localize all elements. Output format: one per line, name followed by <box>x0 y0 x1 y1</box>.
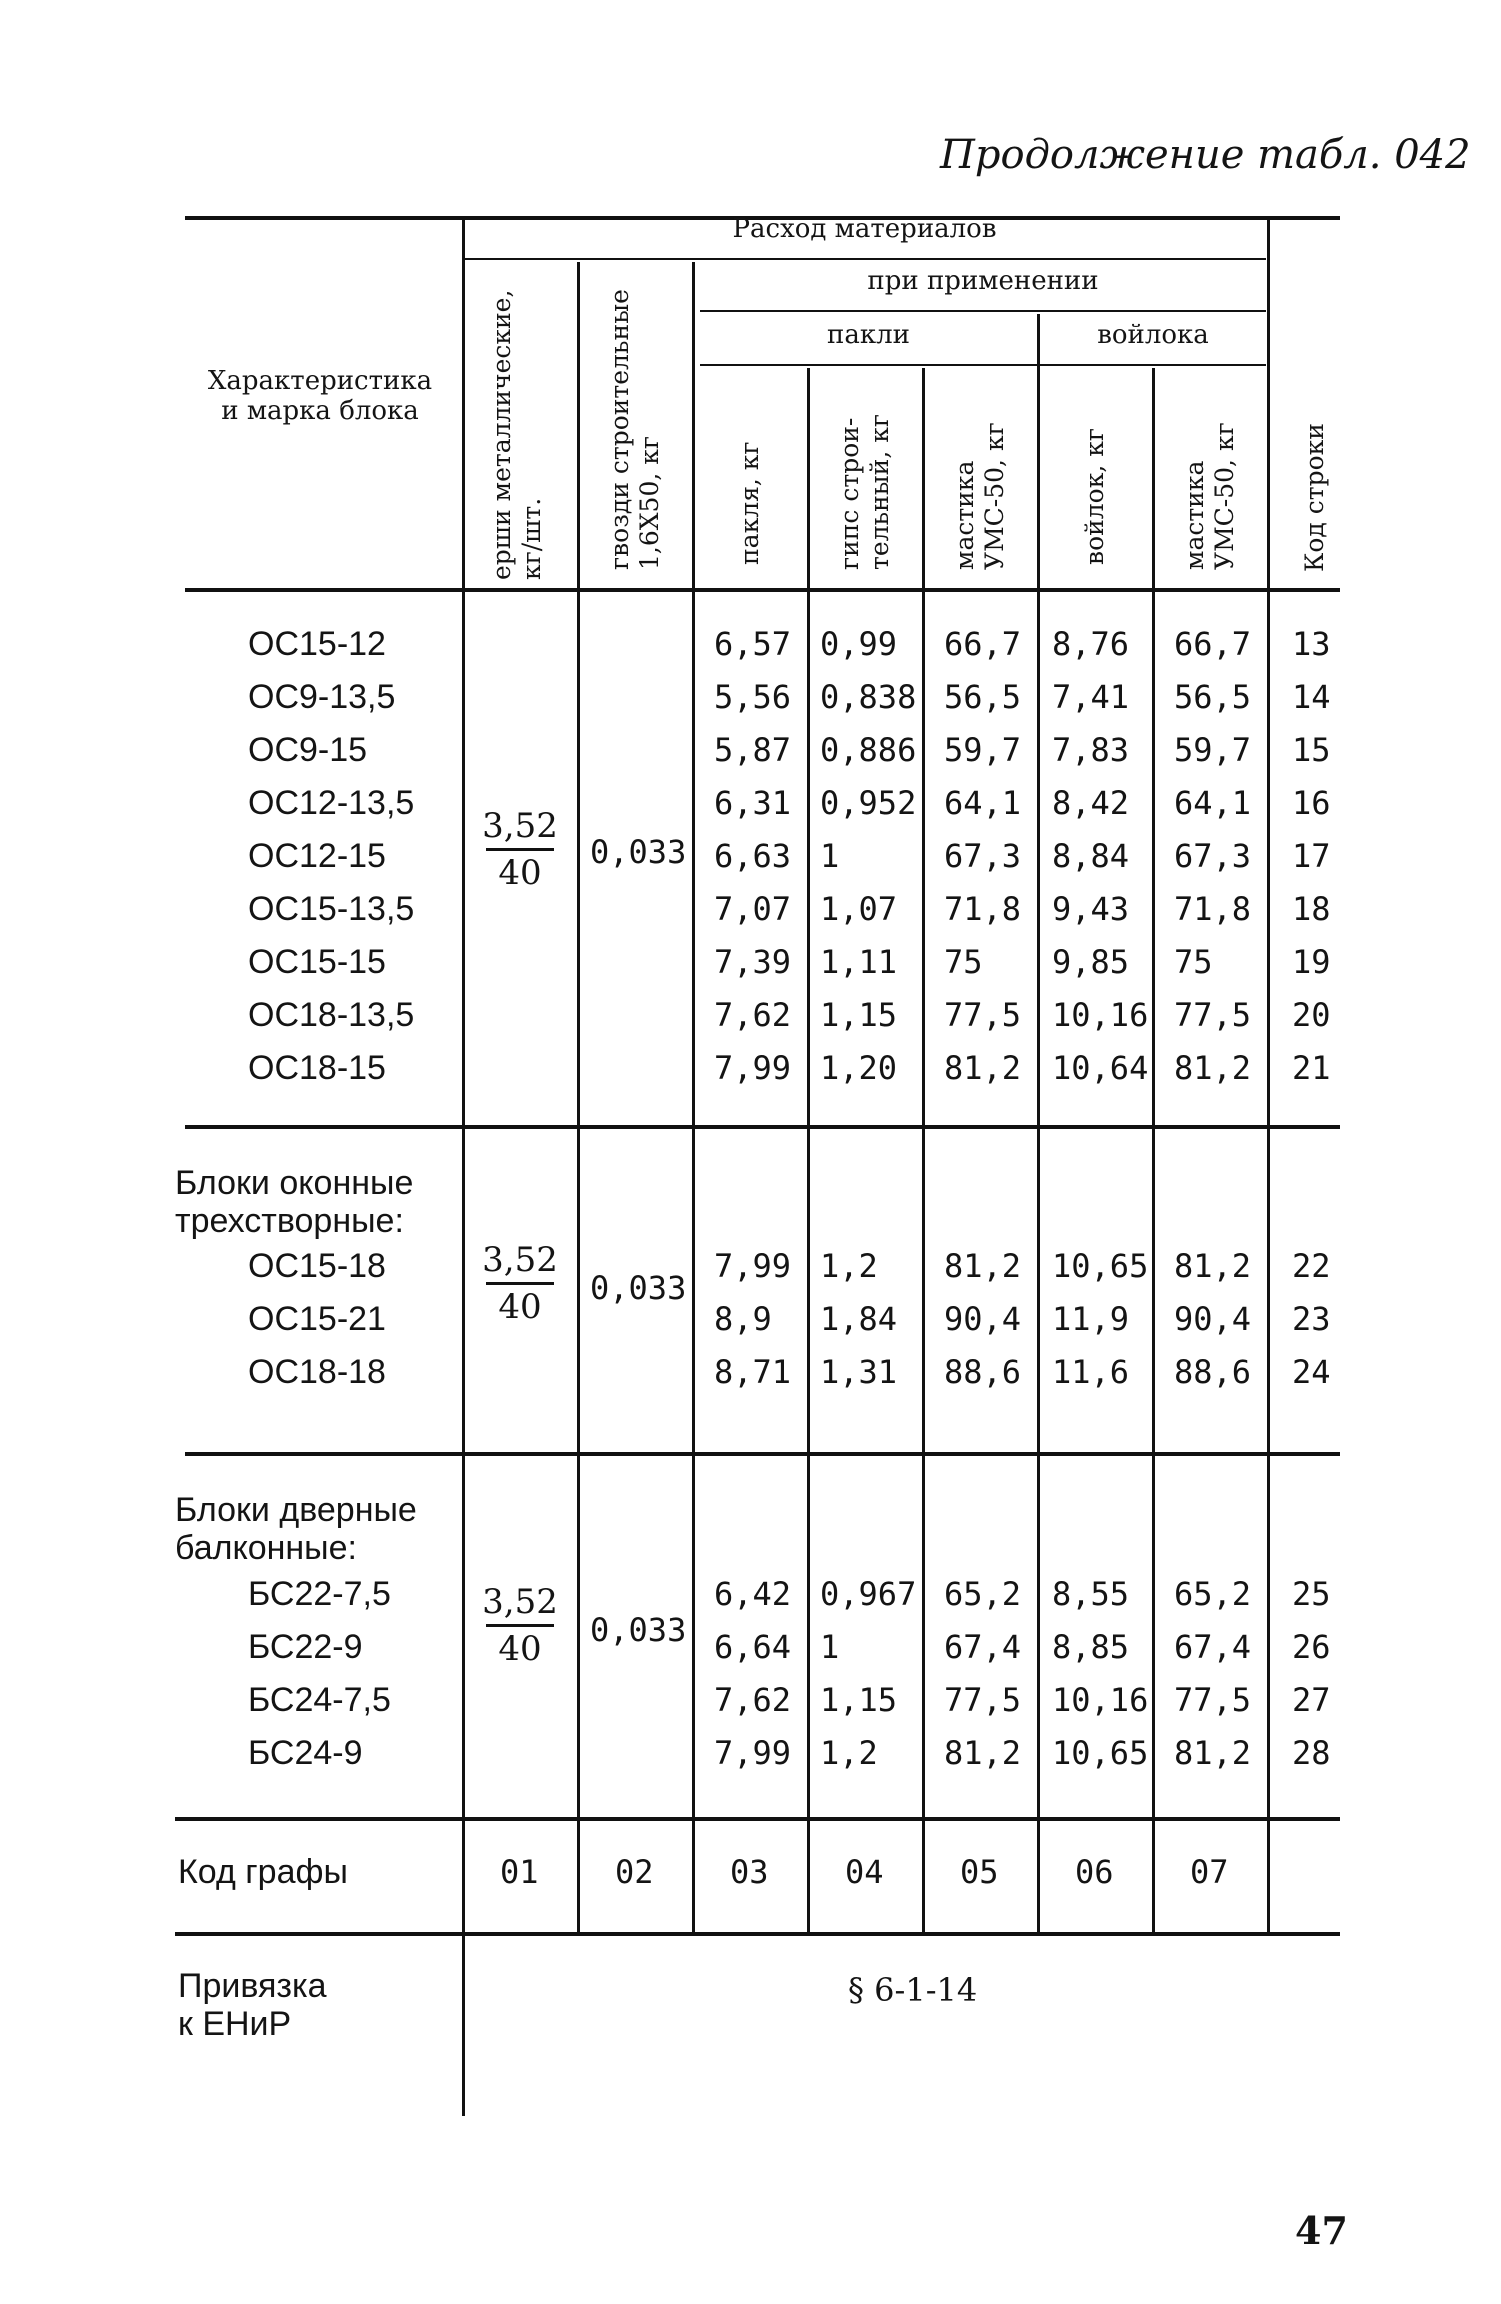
cell-c03: 7,39 <box>714 943 792 981</box>
section2-ershi-den: 40 <box>498 1287 542 1327</box>
cell-c06: 8,76 <box>1052 625 1130 663</box>
cell-c03: 6,57 <box>714 625 792 663</box>
cell-c06: 7,41 <box>1052 678 1130 716</box>
vline-3 <box>692 262 695 1932</box>
kod-grafy-code: 04 <box>845 1853 884 1891</box>
section3-ershi-fraction <box>480 1582 560 1669</box>
section1-ershi-fraction <box>480 806 560 893</box>
section2-ershi-num: 3,52 <box>482 1240 558 1280</box>
cell-c05: 59,7 <box>944 731 1022 769</box>
consumption-rule <box>463 258 1266 260</box>
cell-c07: 90,4 <box>1174 1300 1252 1338</box>
vline-8 <box>1267 216 1270 1932</box>
cell-c07: 81,2 <box>1174 1049 1252 1087</box>
cell-c06: 8,55 <box>1052 1575 1130 1613</box>
cell-c06: 10,16 <box>1052 996 1149 1034</box>
fraction-bar <box>486 1282 554 1285</box>
row-mark: БС22-9 <box>248 1628 363 1666</box>
cell-c04: 1 <box>820 1628 840 1666</box>
cell-c05: 71,8 <box>944 890 1022 928</box>
vline-1 <box>462 216 465 2116</box>
cell-c04: 0,952 <box>820 784 917 822</box>
section3-title-l1: Блоки дверные <box>175 1491 417 1529</box>
cell-c04: 1 <box>820 837 840 875</box>
header-characteristic: Характеристика и марка блока <box>207 366 433 426</box>
header-paklya: пакля, кг <box>735 441 764 565</box>
kod-grafy-code: 05 <box>960 1853 999 1891</box>
row-mark: БС24-9 <box>248 1734 363 1772</box>
row-code: 20 <box>1292 996 1331 1034</box>
cell-c07: 77,5 <box>1174 1681 1252 1719</box>
row-code: 17 <box>1292 837 1331 875</box>
cell-c06: 11,6 <box>1052 1353 1130 1391</box>
row-mark: БС22-7,5 <box>248 1575 391 1613</box>
cell-c03: 6,63 <box>714 837 792 875</box>
section1-gvozdi: 0,033 <box>590 833 687 871</box>
row-mark: ОС9-13,5 <box>248 678 396 716</box>
row-mark: БС24-7,5 <box>248 1681 391 1719</box>
cell-c05: 90,4 <box>944 1300 1022 1338</box>
header-mastika-2: мастика УМС-50, кг <box>1180 422 1239 570</box>
vline-4 <box>807 368 810 1932</box>
cell-c04: 0,886 <box>820 731 917 769</box>
cell-c04: 0,99 <box>820 625 898 663</box>
cell-c04: 1,84 <box>820 1300 898 1338</box>
row-code: 16 <box>1292 784 1331 822</box>
cell-c04: 1,15 <box>820 996 898 1034</box>
section3-gvozdi: 0,033 <box>590 1611 687 1649</box>
cell-c07: 59,7 <box>1174 731 1252 769</box>
cell-c07: 81,2 <box>1174 1247 1252 1285</box>
kod-grafy-code: 06 <box>1075 1853 1114 1891</box>
cell-c03: 7,62 <box>714 996 792 1034</box>
row-code: 14 <box>1292 678 1331 716</box>
cell-c06: 9,85 <box>1052 943 1130 981</box>
subgroup-rule <box>700 364 1266 366</box>
cell-c03: 5,56 <box>714 678 792 716</box>
cell-c06: 8,84 <box>1052 837 1130 875</box>
privyazka-top-rule <box>175 1932 1340 1936</box>
row-code: 18 <box>1292 890 1331 928</box>
cell-c07: 81,2 <box>1174 1734 1252 1772</box>
row-code: 15 <box>1292 731 1331 769</box>
cell-c03: 6,64 <box>714 1628 792 1666</box>
header-voilok: войлок, кг <box>1080 428 1109 565</box>
cell-c05: 56,5 <box>944 678 1022 716</box>
cell-c03: 7,99 <box>714 1049 792 1087</box>
header-mastika-1: мастика УМС-50, кг <box>950 422 1009 570</box>
cell-c04: 1,31 <box>820 1353 898 1391</box>
header-pakli-group: пакли <box>827 320 910 350</box>
header-voiloka-group: войлока <box>1097 320 1209 350</box>
kod-grafy-code: 07 <box>1190 1853 1229 1891</box>
cell-c07: 71,8 <box>1174 890 1252 928</box>
header-bottom-rule <box>185 588 1340 592</box>
cell-c04: 1,07 <box>820 890 898 928</box>
vline-6 <box>1037 314 1040 1932</box>
kod-grafy-code: 01 <box>500 1853 539 1891</box>
cell-c07: 77,5 <box>1174 996 1252 1034</box>
pri-primenenii-rule <box>700 310 1266 312</box>
section3-ershi-den: 40 <box>498 1629 542 1669</box>
row-code: 26 <box>1292 1628 1331 1666</box>
kod-grafy-code: 02 <box>615 1853 654 1891</box>
cell-c03: 6,31 <box>714 784 792 822</box>
section1-ershi-den: 40 <box>498 853 542 893</box>
row-code: 21 <box>1292 1049 1331 1087</box>
cell-c05: 81,2 <box>944 1049 1022 1087</box>
cell-c07: 66,7 <box>1174 625 1252 663</box>
row-mark: ОС15-15 <box>248 943 386 981</box>
cell-c05: 81,2 <box>944 1734 1022 1772</box>
row-code: 27 <box>1292 1681 1331 1719</box>
privyazka-label-l1: Привязка <box>178 1967 327 2005</box>
fraction-bar <box>486 1624 554 1627</box>
row-code: 23 <box>1292 1300 1331 1338</box>
header-consumption: Расход материалов <box>732 214 997 244</box>
cell-c05: 67,4 <box>944 1628 1022 1666</box>
vline-2 <box>577 262 580 1932</box>
vline-7 <box>1152 368 1155 1932</box>
row-code: 25 <box>1292 1575 1331 1613</box>
row-code: 28 <box>1292 1734 1331 1772</box>
cell-c03: 8,71 <box>714 1353 792 1391</box>
kod-grafy-top-rule <box>175 1817 1340 1821</box>
section2-top-rule <box>185 1125 1340 1129</box>
row-mark: ОС18-13,5 <box>248 996 415 1034</box>
cell-c05: 81,2 <box>944 1247 1022 1285</box>
cell-c06: 10,16 <box>1052 1681 1149 1719</box>
header-gips: гипс строи- тельный, кг <box>835 414 894 570</box>
cell-c05: 77,5 <box>944 996 1022 1034</box>
cell-c07: 56,5 <box>1174 678 1252 716</box>
header-pri-primenenii: при применении <box>867 266 1099 296</box>
cell-c05: 77,5 <box>944 1681 1022 1719</box>
cell-c07: 65,2 <box>1174 1575 1252 1613</box>
cell-c05: 65,2 <box>944 1575 1022 1613</box>
row-code: 24 <box>1292 1353 1331 1391</box>
row-mark: ОС15-18 <box>248 1247 386 1285</box>
cell-c06: 9,43 <box>1052 890 1130 928</box>
header-gvozdi: гвозди строительные 1,6Х50, кг <box>605 289 664 570</box>
cell-c03: 7,99 <box>714 1247 792 1285</box>
row-mark: ОС15-13,5 <box>248 890 415 928</box>
cell-c05: 75 <box>944 943 983 981</box>
page-number: 47 <box>1295 2208 1348 2253</box>
cell-c04: 1,2 <box>820 1734 878 1772</box>
cell-c04: 1,20 <box>820 1049 898 1087</box>
section1-ershi-num: 3,52 <box>482 806 558 846</box>
section2-ershi-fraction <box>480 1240 560 1327</box>
section2-title-l2: трехстворные: <box>175 1202 404 1240</box>
cell-c06: 10,64 <box>1052 1049 1149 1087</box>
privyazka-label-l2: к ЕНиР <box>178 2005 292 2043</box>
cell-c07: 64,1 <box>1174 784 1252 822</box>
header-ershi: ерши металлические, кг/шт. <box>487 289 546 580</box>
section3-top-rule <box>185 1452 1340 1456</box>
vline-5 <box>922 368 925 1932</box>
header-kod-stroki: Код строки <box>1300 423 1329 572</box>
section2-gvozdi: 0,033 <box>590 1269 687 1307</box>
cell-c03: 6,42 <box>714 1575 792 1613</box>
row-mark: ОС12-13,5 <box>248 784 415 822</box>
row-mark: ОС9-15 <box>248 731 368 769</box>
cell-c05: 66,7 <box>944 625 1022 663</box>
privyazka-value: § 6-1-14 <box>848 1971 978 2009</box>
cell-c07: 67,4 <box>1174 1628 1252 1666</box>
section3-title-l2: балконные: <box>175 1529 357 1567</box>
page-title: Продолжение табл. 042 <box>940 132 1471 178</box>
cell-c05: 67,3 <box>944 837 1022 875</box>
cell-c03: 5,87 <box>714 731 792 769</box>
cell-c05: 64,1 <box>944 784 1022 822</box>
row-mark: ОС15-12 <box>248 625 386 663</box>
cell-c06: 8,42 <box>1052 784 1130 822</box>
cell-c03: 7,07 <box>714 890 792 928</box>
kod-grafy-code: 03 <box>730 1853 769 1891</box>
row-mark: ОС12-15 <box>248 837 386 875</box>
cell-c04: 1,2 <box>820 1247 878 1285</box>
cell-c06: 10,65 <box>1052 1734 1149 1772</box>
cell-c04: 1,11 <box>820 943 898 981</box>
row-code: 13 <box>1292 625 1331 663</box>
row-mark: ОС18-15 <box>248 1049 386 1087</box>
kod-grafy-label: Код графы <box>178 1853 348 1891</box>
cell-c04: 0,838 <box>820 678 917 716</box>
row-code: 19 <box>1292 943 1331 981</box>
cell-c06: 10,65 <box>1052 1247 1149 1285</box>
cell-c03: 7,99 <box>714 1734 792 1772</box>
row-mark: ОС18-18 <box>248 1353 386 1391</box>
row-code: 22 <box>1292 1247 1331 1285</box>
cell-c06: 7,83 <box>1052 731 1130 769</box>
cell-c06: 11,9 <box>1052 1300 1130 1338</box>
cell-c07: 75 <box>1174 943 1213 981</box>
cell-c07: 88,6 <box>1174 1353 1252 1391</box>
cell-c07: 67,3 <box>1174 837 1252 875</box>
section3-ershi-num: 3,52 <box>482 1582 558 1622</box>
fraction-bar <box>486 848 554 851</box>
cell-c03: 8,9 <box>714 1300 772 1338</box>
cell-c04: 1,15 <box>820 1681 898 1719</box>
cell-c06: 8,85 <box>1052 1628 1130 1666</box>
row-mark: ОС15-21 <box>248 1300 386 1338</box>
cell-c04: 0,967 <box>820 1575 917 1613</box>
cell-c03: 7,62 <box>714 1681 792 1719</box>
section2-title-l1: Блоки оконные <box>175 1164 414 1202</box>
cell-c05: 88,6 <box>944 1353 1022 1391</box>
